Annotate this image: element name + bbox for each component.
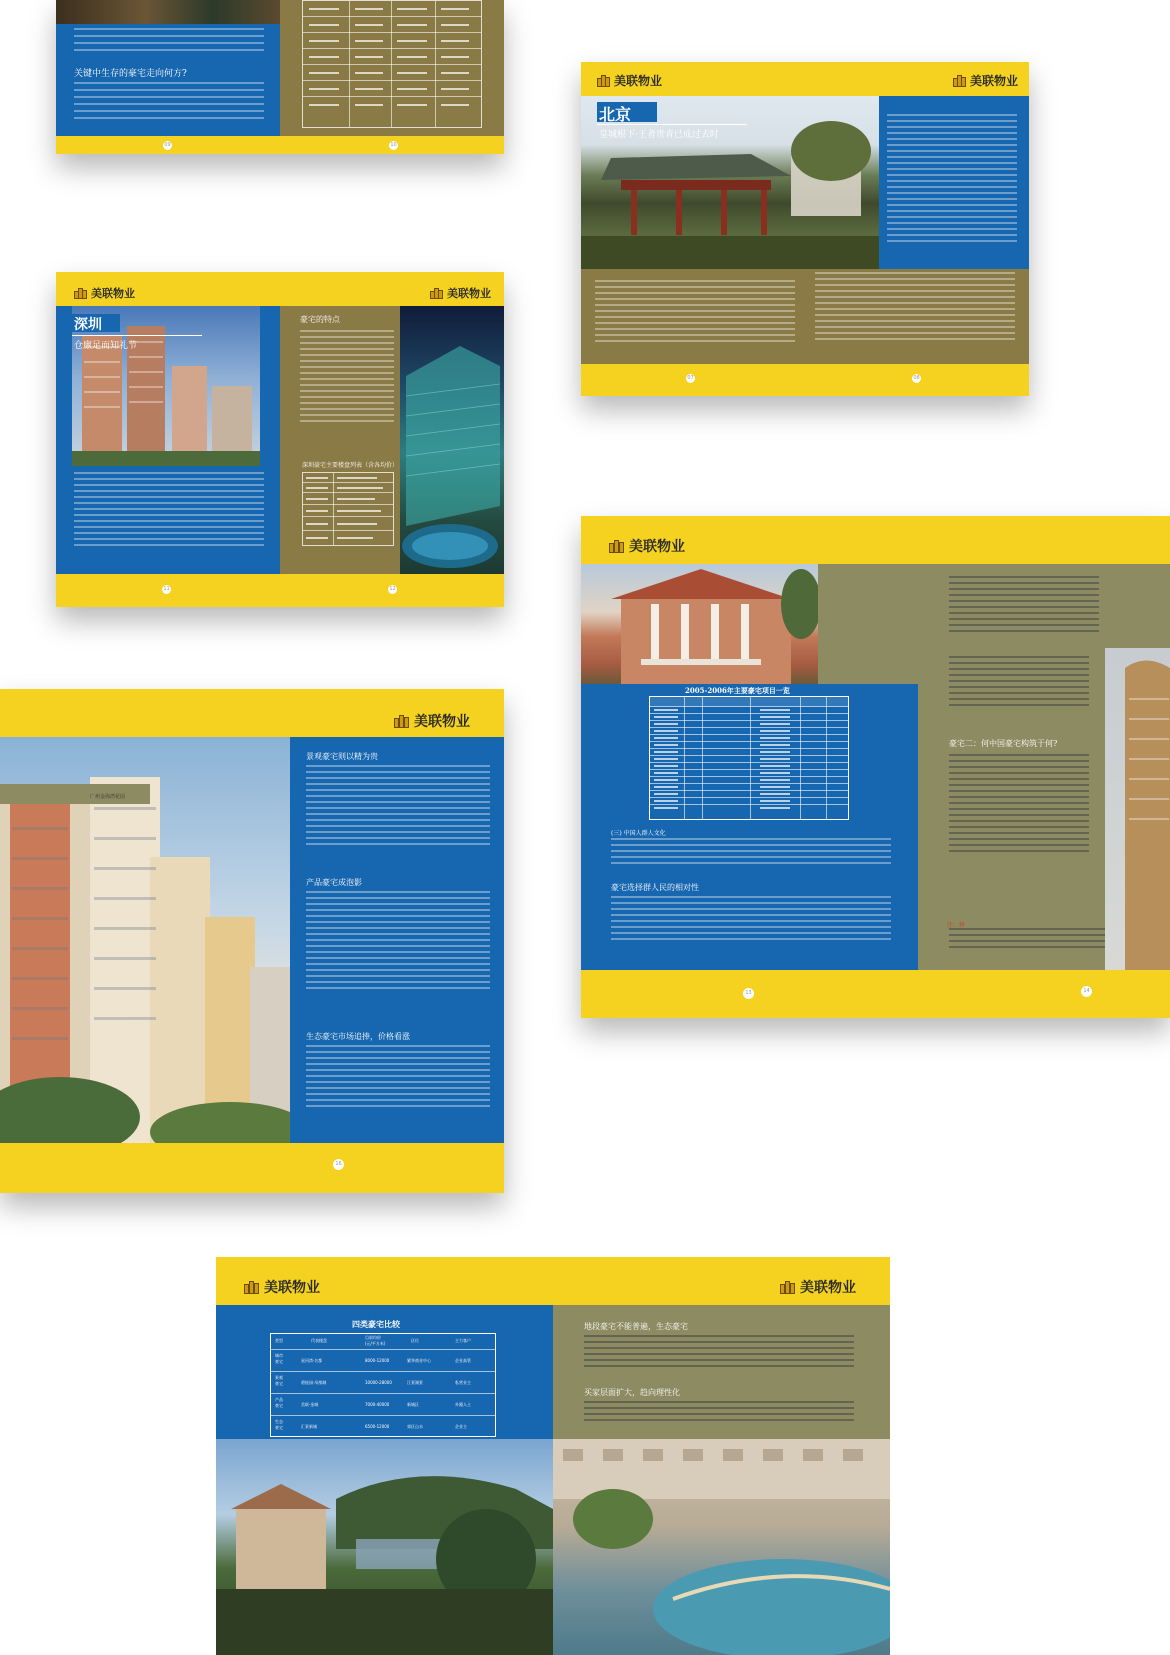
brand-name: 美联物业 xyxy=(629,539,685,555)
brand-name: 美联物业 xyxy=(414,714,470,730)
right-body-text xyxy=(887,114,1017,266)
left-body-text xyxy=(74,28,264,52)
page-number-right: 14 xyxy=(1081,986,1092,997)
brand-mark-icon xyxy=(244,1281,261,1294)
bottom-band xyxy=(0,1143,504,1193)
city-title: 北京 xyxy=(599,105,632,124)
brand-name: 美联物业 xyxy=(447,287,491,300)
glass-tower-photo xyxy=(400,306,504,574)
cell-project: 星河湾·名都 xyxy=(301,1358,323,1363)
cell-price: 6500-12000 xyxy=(365,1424,390,1429)
section-heading-3: 生态豪宅市场追捧，价格看涨 xyxy=(306,1032,410,1041)
right-heading-2: 买家层面扩大，趋向理性化 xyxy=(584,1388,680,1397)
page-number-right: 12 xyxy=(389,586,396,592)
brand-mark-icon xyxy=(597,75,611,87)
table-header-row xyxy=(271,1334,495,1350)
brand-name: 美联物业 xyxy=(264,1280,320,1296)
middle-body-text xyxy=(300,330,394,452)
bottom-band xyxy=(56,136,504,154)
brochure-spread-shenzhen xyxy=(56,272,504,607)
city-subtitle: 皇城根下·王者贵青已成过去时 xyxy=(599,130,719,140)
pool-plaza-illustration xyxy=(553,1439,890,1655)
cell-clients: 企业主 xyxy=(455,1424,467,1429)
page-number-right: 16 xyxy=(333,1159,344,1170)
shenzhen-table xyxy=(302,472,394,546)
right-body-text-1 xyxy=(584,1335,854,1379)
page-number-left: 09 xyxy=(164,142,171,148)
brand-logo-left xyxy=(244,1277,320,1297)
left-body-text-2 xyxy=(74,82,264,132)
table-title: 2005-2006年主要豪宅项目一览 xyxy=(685,686,790,695)
bottom-text-col-2 xyxy=(815,272,1015,358)
cell-location: 新城区 xyxy=(407,1402,419,1407)
brand-logo-right xyxy=(394,711,470,731)
villa-lake-photo xyxy=(216,1439,553,1655)
brand-logo-left xyxy=(74,285,135,301)
section-heading: 关键中生存的豪宅走向何方? xyxy=(74,69,187,79)
caption-bar xyxy=(0,784,150,804)
cell-clients: 外籍人士 xyxy=(455,1402,471,1407)
brand-logo-right xyxy=(430,285,491,301)
tower-illustration xyxy=(400,306,504,574)
title-underline xyxy=(597,124,747,125)
blue-body-text-2 xyxy=(611,896,891,966)
body-text-1 xyxy=(306,765,490,873)
left-page-photo xyxy=(56,0,280,24)
cell-project: 美联·金域 xyxy=(301,1402,319,1407)
table-row xyxy=(271,1394,495,1416)
cell-type: 产品 豪宅 xyxy=(275,1397,283,1408)
table-title: 深圳豪宅主要楼盘列表（含各均价） xyxy=(302,462,399,469)
brand-mark-icon xyxy=(609,540,626,553)
brand-mark-icon xyxy=(74,288,88,299)
brand-logo-left xyxy=(609,536,685,556)
cell-price: 10000-28000 xyxy=(365,1380,392,1385)
brand-logo-left xyxy=(597,72,662,89)
page-number-right: 08 xyxy=(913,375,920,381)
page-number-right: 10 xyxy=(390,142,397,148)
cell-type: 景观 豪宅 xyxy=(275,1375,283,1386)
city-subtitle: 仓廪足而知礼节 xyxy=(74,341,138,351)
table-row xyxy=(271,1416,495,1438)
brand-name: 美联物业 xyxy=(614,74,663,88)
header-project: 代表楼盘 xyxy=(311,1338,327,1343)
section-heading-2: 产品豪宅成泡影 xyxy=(306,878,362,887)
header-type: 类型 xyxy=(275,1338,283,1343)
villa-lake-illustration xyxy=(216,1439,553,1655)
photo-caption: 广州金海湾花园 xyxy=(90,794,126,800)
brand-mark-icon xyxy=(953,75,967,87)
title-underline xyxy=(72,335,202,336)
brochure-spread-beijing xyxy=(581,62,1029,396)
table-row xyxy=(271,1350,495,1372)
blue-heading-2: 豪宅选择群人民的相对性 xyxy=(611,883,699,892)
section-heading: 豪宅的特点 xyxy=(300,315,340,324)
brochure-spread-6 xyxy=(216,1257,890,1655)
olive-body-text-2 xyxy=(949,656,1089,736)
footnote-mark: 注：释 xyxy=(947,922,966,929)
right-heading-1: 地段豪宅不能普遍，生态豪宅 xyxy=(584,1322,688,1331)
bottom-text-col-1 xyxy=(595,280,795,358)
comparison-table-title: 四类豪宅比较 xyxy=(352,1319,400,1329)
cell-project: 碧桂园·凤凰城 xyxy=(301,1380,327,1385)
brand-mark-icon xyxy=(430,288,444,299)
cell-location: 江景湖景 xyxy=(407,1380,423,1385)
body-text-3 xyxy=(306,1045,490,1137)
brand-name: 美联物业 xyxy=(800,1280,856,1296)
right-data-table xyxy=(302,0,482,128)
cell-type: 生态 豪宅 xyxy=(275,1419,283,1430)
city-title: 深圳 xyxy=(74,317,102,333)
page-number-left: 07 xyxy=(687,375,694,381)
tower-edge-photo xyxy=(1105,648,1170,970)
section-heading-1: 景观豪宅则以精为贵 xyxy=(306,752,378,761)
cell-price: 7000-40000 xyxy=(365,1402,390,1407)
header-price: 目前均价 (元/平方米) xyxy=(365,1335,386,1346)
brand-logo-right xyxy=(953,72,1018,89)
villa-illustration xyxy=(581,564,818,684)
table-row xyxy=(271,1372,495,1394)
olive-body-text-3 xyxy=(949,754,1089,894)
brand-mark-icon xyxy=(394,715,411,728)
header-location: 区位 xyxy=(411,1338,419,1343)
right-body-text-2 xyxy=(584,1401,854,1435)
blue-body-text-1 xyxy=(611,838,891,878)
cell-location: 繁华商业中心 xyxy=(407,1358,431,1363)
cell-project: 汇景新城 xyxy=(301,1424,317,1429)
page-number-left: 11 xyxy=(163,586,170,592)
body-text-2 xyxy=(306,891,490,1025)
olive-heading: 豪宅二：何中国豪宅构筑于何? xyxy=(949,739,1058,748)
bottom-band xyxy=(56,574,504,607)
olive-body-text-1 xyxy=(949,576,1099,656)
blue-heading-1: (三) 中国人群人文化 xyxy=(611,830,666,837)
brochure-spread-4 xyxy=(581,516,1170,1018)
cell-clients: 企业高管 xyxy=(455,1358,471,1363)
tower-edge-illustration xyxy=(1105,648,1170,970)
page-number-left: 13 xyxy=(743,988,754,999)
header-clients: 主力客户 xyxy=(455,1338,471,1343)
luxury-projects-table xyxy=(649,696,849,820)
brochure-spread-1 xyxy=(56,0,504,154)
cell-price: 8000-12000 xyxy=(365,1358,390,1363)
brand-logo-right xyxy=(780,1277,856,1297)
brand-mark-icon xyxy=(780,1281,797,1294)
brand-name: 美联物业 xyxy=(91,287,135,300)
left-body-text xyxy=(74,472,264,568)
bottom-band xyxy=(581,364,1029,396)
comparison-table xyxy=(270,1333,496,1437)
brand-name: 美联物业 xyxy=(970,74,1019,88)
pool-plaza-photo xyxy=(553,1439,890,1655)
villa-photo xyxy=(581,564,818,684)
cell-clients: 私营业主 xyxy=(455,1380,471,1385)
brochure-spread-5 xyxy=(0,689,504,1193)
cell-location: 郊区山水 xyxy=(407,1424,423,1429)
cell-type: 城市 豪宅 xyxy=(275,1353,283,1364)
